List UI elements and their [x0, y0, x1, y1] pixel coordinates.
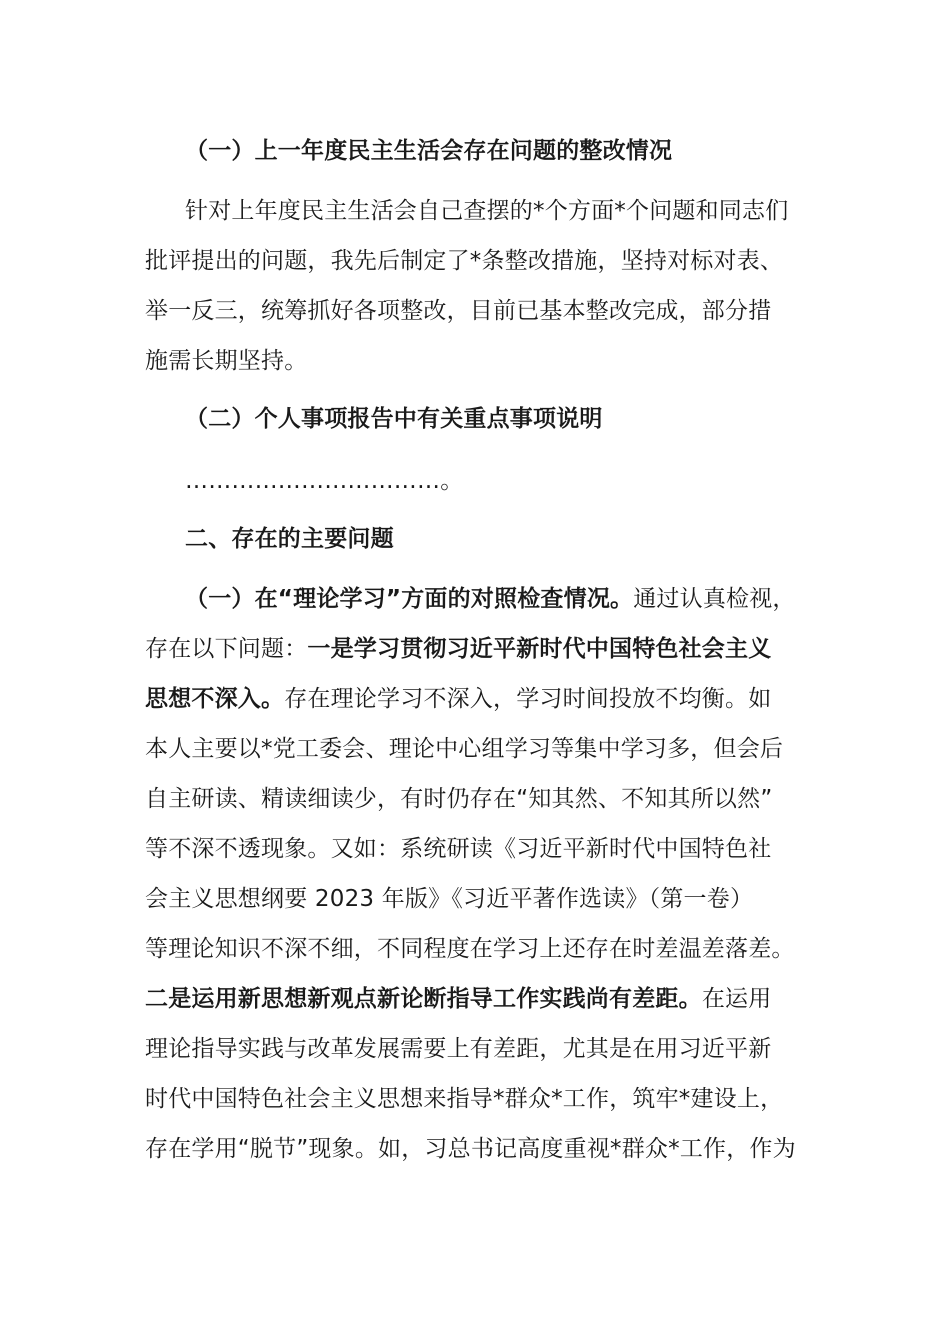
heading-previous-rectification: （一）上一年度民主生活会存在问题的整改情况 — [185, 138, 673, 164]
paragraph-line: 批评提出的问题，我先后制定了*条整改措施，坚持对标对表、 — [145, 248, 784, 274]
paragraph-line: 举一反三，统筹抓好各项整改，目前已基本整改完成，部分措 — [145, 298, 772, 324]
point-one-body: 存在理论学习不深入，学习时间投放不均衡。如 — [284, 686, 772, 712]
paragraph-line: 等理论知识不深不细，不同程度在学习上还存在时差温差落差。 — [145, 936, 795, 962]
ellipsis-line: ……………………………。 — [185, 468, 464, 494]
point-one-title-end: 思想不深入。 — [145, 686, 285, 712]
paragraph-line: 施需长期坚持。 — [145, 348, 308, 374]
paragraph-line — [145, 984, 815, 1014]
point-two-body: 在运用 — [701, 986, 772, 1012]
subsection-theory-study — [185, 584, 815, 614]
subsection-title: （一）在“理论学习”方面的对照检查情况。 — [185, 586, 634, 612]
paragraph-line: 等不深不透现象。又如：系统研读《习近平新时代中国特色社 — [145, 836, 772, 862]
intro-lead: 存在以下问题： — [145, 636, 308, 662]
paragraph-line: 会主义思想纲要 2023 年版》《习近平著作选读》（第一卷） — [145, 886, 754, 912]
point-two-title: 二是运用新思想新观点新论断指导工作实践尚有差距。 — [145, 986, 702, 1012]
point-one-title: 一是学习贯彻习近平新时代中国特色社会主义 — [307, 636, 772, 662]
subsection-intro: 通过认真检视， — [633, 586, 796, 612]
paragraph-line: 存在学用“脱节”现象。如，习总书记高度重视*群众*工作，作为 — [145, 1136, 796, 1162]
section-main-problems: 二、存在的主要问题 — [185, 526, 394, 552]
paragraph-line: 时代中国特色社会主义思想来指导*群众*工作，筑牢*建设上， — [145, 1086, 784, 1112]
paragraph-line: 本人主要以*党工委会、理论中心组学习等集中学习多，但会后 — [145, 736, 784, 762]
paragraph-line — [145, 684, 815, 714]
paragraph-line: 针对上年度民主生活会自己查摆的*个方面*个问题和同志们 — [185, 198, 789, 224]
heading-personal-matters: （二）个人事项报告中有关重点事项说明 — [185, 406, 603, 432]
paragraph-line: 自主研读、精读细读少，有时仍存在“知其然、不知其所以然” — [145, 786, 773, 812]
paragraph-line — [145, 634, 815, 664]
paragraph-line: 理论指导实践与改革发展需要上有差距，尤其是在用习近平新 — [145, 1036, 772, 1062]
